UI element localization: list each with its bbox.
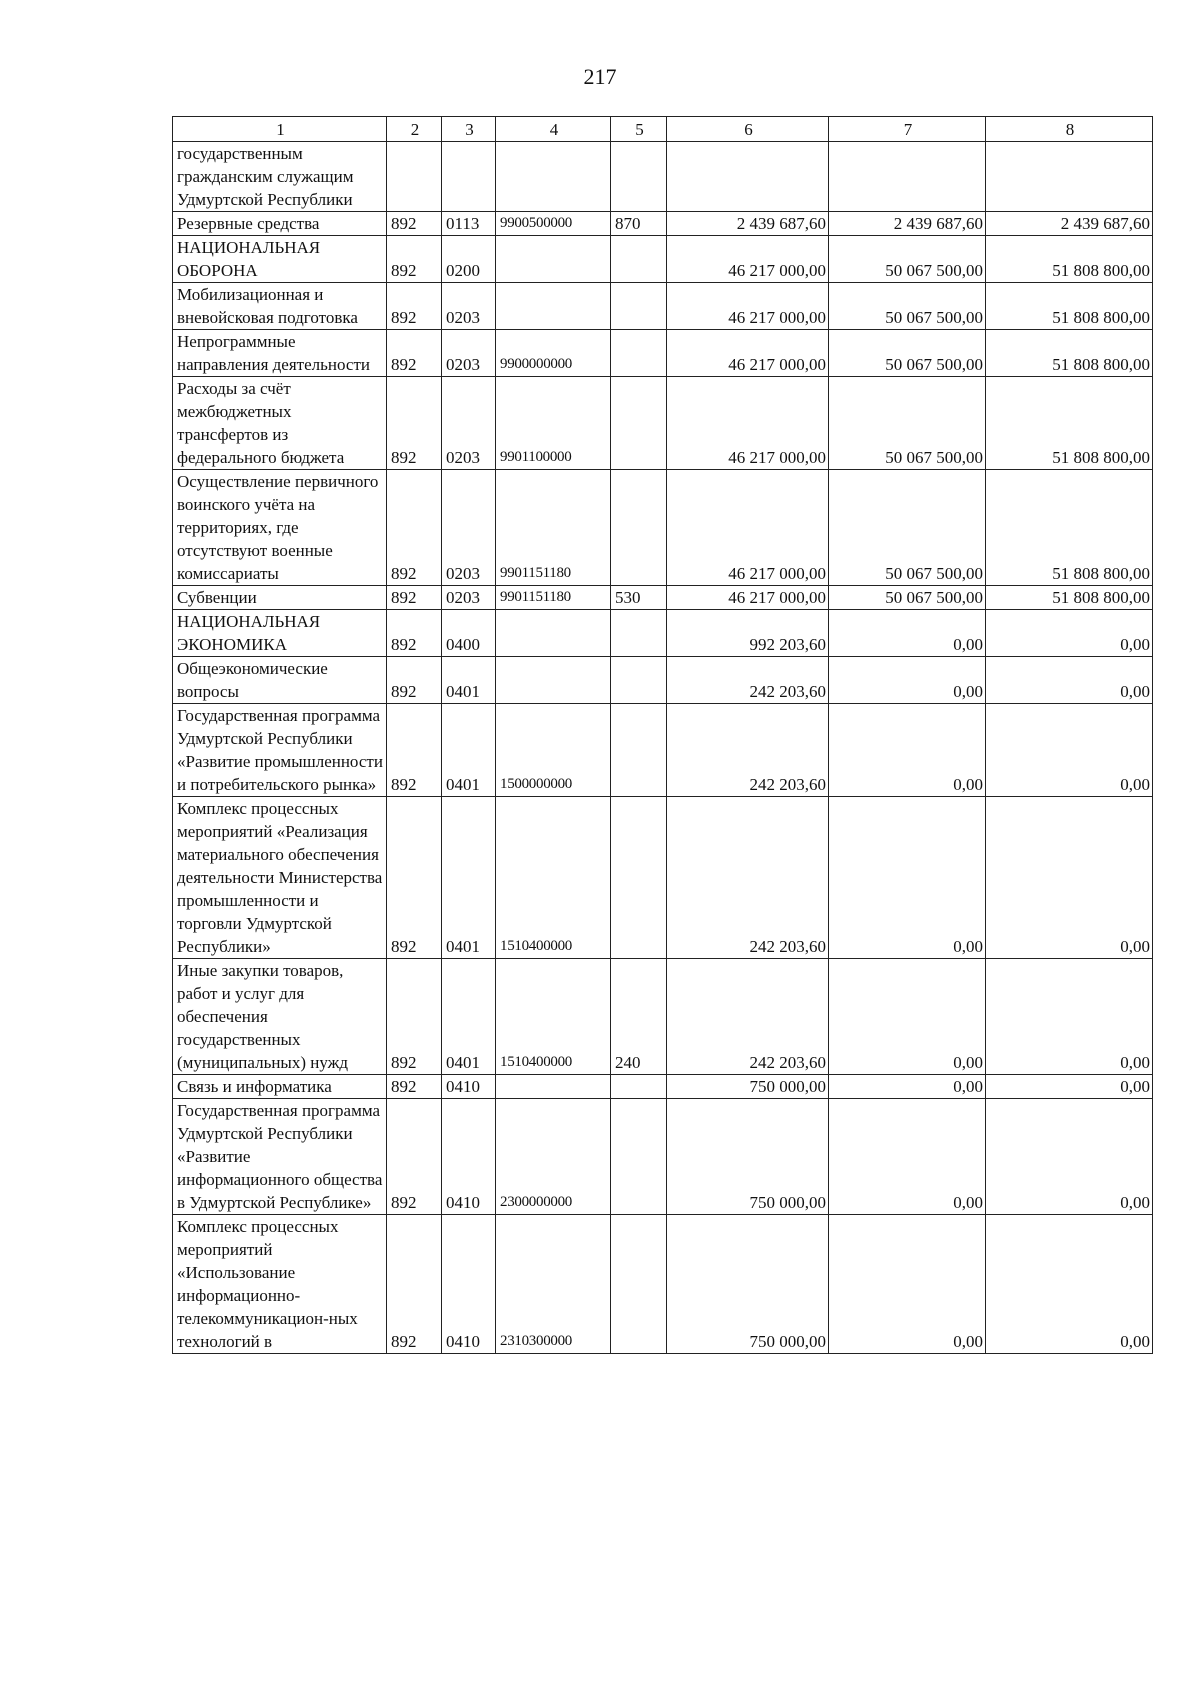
cell-expense-type: 530 — [611, 586, 667, 610]
cell-admin-code: 892 — [387, 1099, 442, 1215]
cell-expense-type — [611, 1215, 667, 1354]
cell-amount-col7: 50 067 500,00 — [829, 330, 986, 377]
cell-target-code — [496, 142, 611, 212]
cell-section-code: 0203 — [442, 330, 496, 377]
cell-amount-col6 — [667, 142, 829, 212]
row-name: государственным гражданским служащим Удмуртской Республики — [173, 142, 387, 212]
cell-target-code: 9901151180 — [496, 470, 611, 586]
cell-admin-code: 892 — [387, 657, 442, 704]
cell-amount-col7 — [829, 142, 986, 212]
cell-amount-col8: 2 439 687,60 — [986, 212, 1153, 236]
cell-expense-type — [611, 283, 667, 330]
table-row — [173, 212, 1153, 236]
cell-target-code: 2310300000 — [496, 1215, 611, 1354]
cell-section-code: 0401 — [442, 657, 496, 704]
row-name: Расходы за счёт межбюджетных трансфертов из федерального бюджета — [173, 377, 387, 470]
cell-section-code: 0410 — [442, 1215, 496, 1354]
cell-section-code: 0401 — [442, 704, 496, 797]
row-name: Иные закупки товаров, работ и услуг для обеспечения государственных (муниципальных) нужд — [173, 959, 387, 1075]
cell-admin-code: 892 — [387, 236, 442, 283]
row-name: Мобилизационная и вневойсковая подготовка — [173, 283, 387, 330]
cell-amount-col8: 0,00 — [986, 1215, 1153, 1354]
column-header: 4 — [496, 117, 611, 142]
cell-target-code — [496, 1075, 611, 1099]
cell-amount-col8: 0,00 — [986, 657, 1153, 704]
cell-amount-col7: 2 439 687,60 — [829, 212, 986, 236]
cell-target-code: 1510400000 — [496, 797, 611, 959]
row-name: НАЦИОНАЛЬНАЯ ОБОРОНА — [173, 236, 387, 283]
cell-admin-code: 892 — [387, 959, 442, 1075]
cell-admin-code: 892 — [387, 1075, 442, 1099]
row-name: Резервные средства — [173, 212, 387, 236]
cell-amount-col7: 0,00 — [829, 1075, 986, 1099]
cell-amount-col6: 46 217 000,00 — [667, 283, 829, 330]
cell-amount-col6: 242 203,60 — [667, 657, 829, 704]
cell-section-code: 0401 — [442, 959, 496, 1075]
table-row — [173, 142, 1153, 212]
table-row — [173, 283, 1153, 330]
table-row — [173, 470, 1153, 586]
cell-amount-col6: 46 217 000,00 — [667, 470, 829, 586]
column-header: 3 — [442, 117, 496, 142]
row-name: Связь и информатика — [173, 1075, 387, 1099]
cell-amount-col8: 51 808 800,00 — [986, 377, 1153, 470]
row-name: Комплекс процессных мероприятий «Реализация материального обеспечения деятельности Министерства промышленности и торговли Удмуртской Республики» — [173, 797, 387, 959]
cell-expense-type: 240 — [611, 959, 667, 1075]
table-row — [173, 236, 1153, 283]
cell-amount-col6: 992 203,60 — [667, 610, 829, 657]
cell-amount-col8: 51 808 800,00 — [986, 470, 1153, 586]
table-row — [173, 1215, 1153, 1354]
column-header: 6 — [667, 117, 829, 142]
cell-expense-type — [611, 1075, 667, 1099]
cell-amount-col7: 0,00 — [829, 704, 986, 797]
cell-section-code — [442, 142, 496, 212]
cell-section-code: 0203 — [442, 470, 496, 586]
cell-amount-col7: 50 067 500,00 — [829, 470, 986, 586]
column-header: 7 — [829, 117, 986, 142]
cell-amount-col7: 0,00 — [829, 1099, 986, 1215]
table-row — [173, 330, 1153, 377]
table-row — [173, 1099, 1153, 1215]
cell-section-code: 0410 — [442, 1075, 496, 1099]
cell-amount-col6: 750 000,00 — [667, 1075, 829, 1099]
table-row — [173, 797, 1153, 959]
cell-admin-code: 892 — [387, 610, 442, 657]
cell-admin-code: 892 — [387, 330, 442, 377]
cell-admin-code: 892 — [387, 283, 442, 330]
cell-expense-type — [611, 377, 667, 470]
cell-section-code: 0401 — [442, 797, 496, 959]
cell-amount-col6: 46 217 000,00 — [667, 330, 829, 377]
cell-expense-type — [611, 236, 667, 283]
cell-amount-col7: 0,00 — [829, 610, 986, 657]
row-name: Государственная программа Удмуртской Республики «Развитие промышленности и потребительского рынка» — [173, 704, 387, 797]
cell-admin-code: 892 — [387, 797, 442, 959]
cell-amount-col7: 50 067 500,00 — [829, 377, 986, 470]
cell-amount-col7: 0,00 — [829, 797, 986, 959]
cell-target-code: 9900000000 — [496, 330, 611, 377]
row-name: Общеэкономические вопросы — [173, 657, 387, 704]
cell-target-code: 9901151180 — [496, 586, 611, 610]
cell-amount-col7: 50 067 500,00 — [829, 236, 986, 283]
cell-amount-col6: 242 203,60 — [667, 704, 829, 797]
cell-admin-code: 892 — [387, 704, 442, 797]
cell-admin-code: 892 — [387, 377, 442, 470]
row-name: Осуществление первичного воинского учёта на территориях, где отсутствуют военные комиссариаты — [173, 470, 387, 586]
column-header: 2 — [387, 117, 442, 142]
cell-amount-col8: 51 808 800,00 — [986, 283, 1153, 330]
cell-amount-col7: 0,00 — [829, 657, 986, 704]
column-header: 8 — [986, 117, 1153, 142]
cell-amount-col8: 0,00 — [986, 1099, 1153, 1215]
cell-target-code: 1500000000 — [496, 704, 611, 797]
row-name: НАЦИОНАЛЬНАЯ ЭКОНОМИКА — [173, 610, 387, 657]
cell-target-code — [496, 283, 611, 330]
table-row — [173, 610, 1153, 657]
cell-expense-type — [611, 470, 667, 586]
table-row — [173, 1075, 1153, 1099]
row-name: Субвенции — [173, 586, 387, 610]
cell-section-code: 0200 — [442, 236, 496, 283]
cell-amount-col6: 2 439 687,60 — [667, 212, 829, 236]
row-name: Комплекс процессных мероприятий «Использование информационно-телекоммуникацион-ных технологий в — [173, 1215, 387, 1354]
column-header: 1 — [173, 117, 387, 142]
cell-expense-type — [611, 142, 667, 212]
cell-amount-col6: 750 000,00 — [667, 1099, 829, 1215]
table-row — [173, 704, 1153, 797]
budget-table — [172, 116, 1153, 1354]
cell-amount-col6: 750 000,00 — [667, 1215, 829, 1354]
header-row — [173, 117, 1153, 142]
cell-amount-col8: 0,00 — [986, 610, 1153, 657]
cell-admin-code: 892 — [387, 470, 442, 586]
cell-expense-type — [611, 1099, 667, 1215]
cell-amount-col6: 46 217 000,00 — [667, 236, 829, 283]
row-name: Государственная программа Удмуртской Республики «Развитие информационного общества в Удмуртской Республике» — [173, 1099, 387, 1215]
cell-section-code: 0400 — [442, 610, 496, 657]
cell-amount-col8: 0,00 — [986, 797, 1153, 959]
cell-admin-code: 892 — [387, 1215, 442, 1354]
cell-amount-col8: 51 808 800,00 — [986, 236, 1153, 283]
cell-amount-col8: 51 808 800,00 — [986, 586, 1153, 610]
cell-amount-col7: 0,00 — [829, 959, 986, 1075]
cell-admin-code: 892 — [387, 586, 442, 610]
cell-section-code: 0203 — [442, 586, 496, 610]
row-name: Непрограммные направления деятельности — [173, 330, 387, 377]
cell-target-code: 2300000000 — [496, 1099, 611, 1215]
cell-amount-col6: 242 203,60 — [667, 797, 829, 959]
cell-target-code: 9900500000 — [496, 212, 611, 236]
column-header: 5 — [611, 117, 667, 142]
cell-amount-col6: 242 203,60 — [667, 959, 829, 1075]
cell-target-code — [496, 236, 611, 283]
cell-amount-col8 — [986, 142, 1153, 212]
cell-expense-type — [611, 610, 667, 657]
cell-section-code: 0203 — [442, 283, 496, 330]
table-row — [173, 657, 1153, 704]
cell-expense-type — [611, 330, 667, 377]
cell-expense-type — [611, 657, 667, 704]
cell-section-code: 0203 — [442, 377, 496, 470]
cell-expense-type — [611, 704, 667, 797]
cell-amount-col8: 0,00 — [986, 959, 1153, 1075]
cell-section-code: 0113 — [442, 212, 496, 236]
page-number: 217 — [583, 64, 617, 89]
cell-expense-type: 870 — [611, 212, 667, 236]
cell-target-code — [496, 657, 611, 704]
cell-target-code: 9901100000 — [496, 377, 611, 470]
cell-amount-col7: 0,00 — [829, 1215, 986, 1354]
table-row — [173, 377, 1153, 470]
table-row — [173, 959, 1153, 1075]
cell-section-code: 0410 — [442, 1099, 496, 1215]
cell-amount-col6: 46 217 000,00 — [667, 586, 829, 610]
cell-expense-type — [611, 797, 667, 959]
cell-admin-code — [387, 142, 442, 212]
cell-amount-col7: 50 067 500,00 — [829, 283, 986, 330]
cell-admin-code: 892 — [387, 212, 442, 236]
cell-amount-col8: 51 808 800,00 — [986, 330, 1153, 377]
cell-amount-col7: 50 067 500,00 — [829, 586, 986, 610]
cell-amount-col8: 0,00 — [986, 1075, 1153, 1099]
cell-amount-col8: 0,00 — [986, 704, 1153, 797]
cell-target-code — [496, 610, 611, 657]
cell-target-code: 1510400000 — [496, 959, 611, 1075]
cell-amount-col6: 46 217 000,00 — [667, 377, 829, 470]
table-row — [173, 586, 1153, 610]
